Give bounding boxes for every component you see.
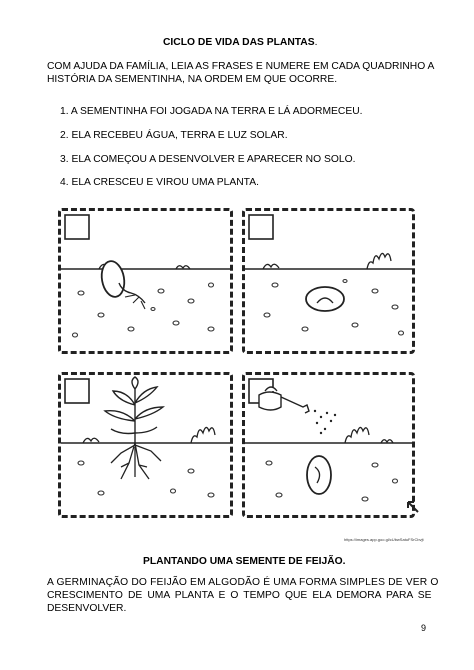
panel-seed-sprouting: [58, 208, 233, 354]
seed-in-soil-illustration: [245, 211, 415, 351]
panel-grown-plant: [58, 372, 233, 518]
page-title-text: CICLO DE VIDA DAS PLANTAS: [163, 37, 315, 48]
number-box[interactable]: [249, 215, 273, 239]
arrow-icon: [406, 500, 420, 514]
watering-can-icon: [259, 387, 309, 413]
panel-watering: [242, 372, 415, 518]
section-title: PLANTANDO UMA SEMENTE DE FEIJÃO.: [143, 556, 346, 567]
grown-plant-illustration: [61, 375, 233, 515]
paragraph-line-1: A GERMINAÇÃO DO FEIJÃO EM ALGODÃO É UMA FORMA SIMPLES DE VER O: [47, 577, 439, 588]
watering-illustration: [245, 375, 415, 515]
page-title: [163, 36, 317, 49]
step-4: 4. ELA CRESCEU E VIROU UMA PLANTA.: [60, 177, 259, 188]
paragraph-line-2: CRESCIMENTO DE UMA PLANTA E O TEMPO QUE ELA DEMORA PARA SE: [47, 590, 432, 601]
image-source-link[interactable]: https://images.app.goo.gl/cUbwSatuFSrCbvjt: [344, 537, 424, 542]
panel-seed-in-soil: [242, 208, 415, 354]
page-title-punct: .: [314, 37, 318, 48]
step-3: 3. ELA COMEÇOU A DESENVOLVER E APARECER NO SOLO.: [60, 154, 356, 165]
instruction-line-2: HISTÓRIA DA SEMENTINHA, NA ORDEM EM QUE OCORRE.: [47, 74, 338, 85]
seed-sprouting-illustration: [61, 211, 233, 351]
page-number: 9: [421, 623, 427, 633]
paragraph-line-3: DESENVOLVER.: [47, 603, 127, 614]
instruction-line-1: COM AJUDA DA FAMÍLIA, LEIA AS FRASES E NUMERE EM CADA QUADRINHO A: [47, 61, 435, 72]
number-box[interactable]: [65, 215, 89, 239]
step-1: 1. A SEMENTINHA FOI JOGADA NA TERRA E LÁ ADORMECEU.: [60, 106, 363, 117]
step-2: 2. ELA RECEBEU ÁGUA, TERRA E LUZ SOLAR.: [60, 130, 288, 141]
number-box[interactable]: [65, 379, 89, 403]
